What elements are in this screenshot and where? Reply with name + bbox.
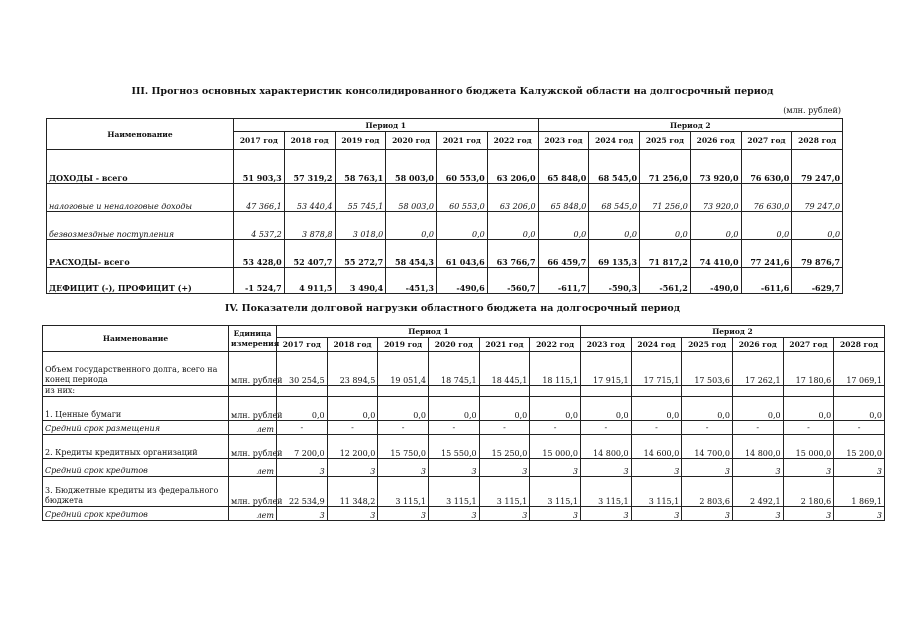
year-header: 2019 год — [335, 132, 386, 150]
cell-value: 3 115,1 — [428, 477, 479, 507]
cell-value: - — [682, 421, 733, 435]
cell-value: 0,0 — [277, 397, 328, 421]
cell-value: 17 262,1 — [732, 352, 783, 386]
cell-value: - — [834, 421, 885, 435]
cell-value: 63 206,0 — [487, 184, 538, 212]
row-unit: млн. рублей — [229, 397, 277, 421]
cell-value: 3 115,1 — [631, 477, 682, 507]
cell-value: - — [378, 421, 429, 435]
cell-value: 2 803,6 — [682, 477, 733, 507]
cell-value: 47 366,1 — [234, 184, 285, 212]
cell-value: - — [732, 421, 783, 435]
row-label: РАСХОДЫ- всего — [47, 240, 234, 268]
cell-value: 2 492,1 — [732, 477, 783, 507]
year-header: 2017 год — [277, 338, 328, 352]
cell-value: 3 — [783, 459, 834, 477]
cell-value: 3 — [428, 459, 479, 477]
cell-value: 60 553,0 — [437, 150, 488, 184]
cell-value: 11 348,2 — [327, 477, 378, 507]
cell-value: 3 115,1 — [479, 477, 530, 507]
cell-value: 58 454,3 — [386, 240, 437, 268]
column-header-period1: Период 1 — [277, 326, 581, 338]
year-header: 2021 год — [479, 338, 530, 352]
cell-value: 68 545,0 — [589, 150, 640, 184]
cell-value: 3 — [378, 459, 429, 477]
table-row — [43, 421, 885, 435]
cell-value: - — [631, 421, 682, 435]
cell-value: 3 115,1 — [580, 477, 631, 507]
cell-value: - — [580, 421, 631, 435]
cell-value: 79 876,7 — [792, 240, 843, 268]
year-header: 2023 год — [580, 338, 631, 352]
cell-value: 0,0 — [783, 397, 834, 421]
cell-value: 3 — [580, 507, 631, 521]
table-row — [47, 184, 843, 212]
cell-value — [732, 386, 783, 397]
row-label: из них: — [43, 386, 229, 397]
column-header-period2: Период 2 — [580, 326, 884, 338]
cell-value: 76 630,0 — [741, 184, 792, 212]
cell-value: 3 — [834, 459, 885, 477]
cell-value: 3 115,1 — [530, 477, 581, 507]
cell-value: 17 915,1 — [580, 352, 631, 386]
row-unit: лет — [229, 421, 277, 435]
column-header-name: Наименование — [47, 119, 234, 150]
cell-value: 58 763,1 — [335, 150, 386, 184]
cell-value: 3 — [327, 507, 378, 521]
cell-value: 22 534,9 — [277, 477, 328, 507]
cell-value: 30 254,5 — [277, 352, 328, 386]
cell-value: -451,3 — [386, 268, 437, 294]
cell-value: 63 206,0 — [487, 150, 538, 184]
section-title-4: IV. Показатели долговой нагрузки областного бюджета на долгосрочный период — [224, 303, 681, 314]
cell-value: 60 553,0 — [437, 184, 488, 212]
column-header-period1: Период 1 — [234, 119, 539, 132]
year-header: 2027 год — [741, 132, 792, 150]
row-label: 1. Ценные бумаги — [43, 397, 229, 421]
row-label: Средний срок кредитов — [43, 459, 229, 477]
cell-value: 3 — [732, 507, 783, 521]
cell-value: 0,0 — [538, 212, 589, 240]
cell-value: 15 000,0 — [530, 435, 581, 459]
cell-value — [834, 386, 885, 397]
cell-value: 3 — [530, 459, 581, 477]
cell-value: 53 440,4 — [284, 184, 335, 212]
cell-value: 3 018,0 — [335, 212, 386, 240]
cell-value: 15 200,0 — [834, 435, 885, 459]
year-header: 2022 год — [530, 338, 581, 352]
cell-value: 2 180,6 — [783, 477, 834, 507]
cell-value: 0,0 — [690, 212, 741, 240]
section-title-3: III. Прогноз основных характеристик консолидированного бюджета Калужской области на долгосрочный период — [131, 86, 774, 97]
cell-value: - — [479, 421, 530, 435]
row-unit — [229, 386, 277, 397]
column-header-name: Наименование — [43, 326, 229, 352]
year-header: 2026 год — [690, 132, 741, 150]
cell-value: 0,0 — [732, 397, 783, 421]
row-label: Средний срок кредитов — [43, 507, 229, 521]
cell-value: 17 503,6 — [682, 352, 733, 386]
row-label: безвозмездные поступления — [47, 212, 234, 240]
cell-value: 0,0 — [631, 397, 682, 421]
cell-value: 3 — [428, 507, 479, 521]
cell-value: 58 003,0 — [386, 150, 437, 184]
cell-value: 58 003,0 — [386, 184, 437, 212]
cell-value: 0,0 — [378, 397, 429, 421]
row-unit: лет — [229, 459, 277, 477]
cell-value: -629,7 — [792, 268, 843, 294]
cell-value: 18 445,1 — [479, 352, 530, 386]
row-label: ДОХОДЫ - всего — [47, 150, 234, 184]
cell-value — [277, 386, 328, 397]
cell-value: 68 545,0 — [589, 184, 640, 212]
cell-value: 69 135,3 — [589, 240, 640, 268]
cell-value: 0,0 — [327, 397, 378, 421]
row-label: ДЕФИЦИТ (-), ПРОФИЦИТ (+) — [47, 268, 234, 294]
year-header: 2017 год — [234, 132, 285, 150]
cell-value: 73 920,0 — [690, 150, 741, 184]
cell-value — [378, 386, 429, 397]
cell-value: 3 878,8 — [284, 212, 335, 240]
cell-value: 71 817,2 — [640, 240, 691, 268]
year-header: 2026 год — [732, 338, 783, 352]
cell-value: 0,0 — [640, 212, 691, 240]
cell-value: 18 745,1 — [428, 352, 479, 386]
cell-value: 3 — [732, 459, 783, 477]
cell-value: - — [783, 421, 834, 435]
row-label: 2. Кредиты кредитных организаций — [43, 435, 229, 459]
cell-value: 3 — [530, 507, 581, 521]
table-row — [43, 459, 885, 477]
cell-value: 0,0 — [437, 212, 488, 240]
budget-forecast-table — [46, 118, 843, 294]
cell-value: 4 537,2 — [234, 212, 285, 240]
table-row — [43, 435, 885, 459]
year-header: 2024 год — [589, 132, 640, 150]
cell-value: 61 043,6 — [437, 240, 488, 268]
cell-value: 65 848,0 — [538, 150, 589, 184]
cell-value: - — [277, 421, 328, 435]
cell-value: 17 069,1 — [834, 352, 885, 386]
cell-value: 3 — [682, 459, 733, 477]
cell-value — [479, 386, 530, 397]
cell-value: 15 750,0 — [378, 435, 429, 459]
cell-value: 79 247,0 — [792, 150, 843, 184]
cell-value: -561,2 — [640, 268, 691, 294]
units-label: (млн. рублей) — [783, 106, 841, 115]
row-unit: млн. рублей — [229, 352, 277, 386]
row-label: Средний срок размещения — [43, 421, 229, 435]
column-header-period2: Период 2 — [538, 119, 843, 132]
year-header: 2020 год — [386, 132, 437, 150]
cell-value: 0,0 — [386, 212, 437, 240]
cell-value: 0,0 — [580, 397, 631, 421]
cell-value: 66 459,7 — [538, 240, 589, 268]
cell-value: 74 410,0 — [690, 240, 741, 268]
cell-value — [783, 386, 834, 397]
cell-value: -611,6 — [741, 268, 792, 294]
table-row — [47, 268, 843, 294]
cell-value: -490,0 — [690, 268, 741, 294]
table-row — [43, 507, 885, 521]
cell-value: 0,0 — [589, 212, 640, 240]
cell-value: 0,0 — [682, 397, 733, 421]
cell-value: 19 051,4 — [378, 352, 429, 386]
cell-value: 55 745,1 — [335, 184, 386, 212]
cell-value: 7 200,0 — [277, 435, 328, 459]
row-label: 3. Бюджетные кредиты из федерального бюджета — [43, 477, 229, 507]
cell-value: 55 272,7 — [335, 240, 386, 268]
year-header: 2018 год — [284, 132, 335, 150]
cell-value — [682, 386, 733, 397]
cell-value: 71 256,0 — [640, 150, 691, 184]
cell-value: -611,7 — [538, 268, 589, 294]
table-row — [43, 386, 885, 397]
cell-value: 71 256,0 — [640, 184, 691, 212]
cell-value: 73 920,0 — [690, 184, 741, 212]
year-header: 2024 год — [631, 338, 682, 352]
cell-value: 76 630,0 — [741, 150, 792, 184]
cell-value: 14 800,0 — [732, 435, 783, 459]
cell-value: 15 250,0 — [479, 435, 530, 459]
table-row — [47, 240, 843, 268]
cell-value: 12 200,0 — [327, 435, 378, 459]
cell-value: - — [327, 421, 378, 435]
cell-value: 15 000,0 — [783, 435, 834, 459]
cell-value: 14 600,0 — [631, 435, 682, 459]
cell-value: 3 — [834, 507, 885, 521]
cell-value: 18 115,1 — [530, 352, 581, 386]
cell-value: 3 — [479, 459, 530, 477]
row-unit: млн. рублей — [229, 435, 277, 459]
table-row — [43, 352, 885, 386]
row-unit: млн. рублей — [229, 477, 277, 507]
cell-value: 17 715,1 — [631, 352, 682, 386]
year-header: 2025 год — [682, 338, 733, 352]
row-label: Объем государственного долга, всего на конец периода — [43, 352, 229, 386]
cell-value: 3 — [580, 459, 631, 477]
cell-value: 3 490,4 — [335, 268, 386, 294]
cell-value: 0,0 — [428, 397, 479, 421]
table-row — [47, 212, 843, 240]
cell-value — [428, 386, 479, 397]
cell-value: 3 — [631, 507, 682, 521]
cell-value: 1 869,1 — [834, 477, 885, 507]
row-unit: лет — [229, 507, 277, 521]
cell-value: -1 524,7 — [234, 268, 285, 294]
cell-value: 14 700,0 — [682, 435, 733, 459]
cell-value: -560,7 — [487, 268, 538, 294]
cell-value: 0,0 — [792, 212, 843, 240]
cell-value: 23 894,5 — [327, 352, 378, 386]
cell-value: 53 428,0 — [234, 240, 285, 268]
column-header-unit: Единица измерения — [229, 326, 277, 352]
cell-value: 3 — [783, 507, 834, 521]
cell-value: 0,0 — [834, 397, 885, 421]
cell-value: 3 115,1 — [378, 477, 429, 507]
table-row — [43, 477, 885, 507]
cell-value: 0,0 — [479, 397, 530, 421]
cell-value — [327, 386, 378, 397]
year-header: 2028 год — [792, 132, 843, 150]
table-row — [47, 150, 843, 184]
cell-value: 63 766,7 — [487, 240, 538, 268]
cell-value — [530, 386, 581, 397]
cell-value: 4 911,5 — [284, 268, 335, 294]
cell-value: 57 319,2 — [284, 150, 335, 184]
cell-value: 3 — [682, 507, 733, 521]
cell-value: 17 180,6 — [783, 352, 834, 386]
cell-value: 0,0 — [741, 212, 792, 240]
year-header: 2028 год — [834, 338, 885, 352]
cell-value: 77 241,6 — [741, 240, 792, 268]
cell-value: 3 — [479, 507, 530, 521]
cell-value: 0,0 — [530, 397, 581, 421]
cell-value: 65 848,0 — [538, 184, 589, 212]
cell-value: -490,6 — [437, 268, 488, 294]
year-header: 2025 год — [640, 132, 691, 150]
cell-value: 3 — [378, 507, 429, 521]
cell-value: - — [428, 421, 479, 435]
year-header: 2022 год — [487, 132, 538, 150]
cell-value: 0,0 — [487, 212, 538, 240]
year-header: 2020 год — [428, 338, 479, 352]
cell-value: 3 — [277, 459, 328, 477]
cell-value: 3 — [631, 459, 682, 477]
year-header: 2019 год — [378, 338, 429, 352]
year-header: 2018 год — [327, 338, 378, 352]
cell-value: - — [530, 421, 581, 435]
year-header: 2023 год — [538, 132, 589, 150]
cell-value — [631, 386, 682, 397]
cell-value: 51 903,3 — [234, 150, 285, 184]
row-label: налоговые и неналоговые доходы — [47, 184, 234, 212]
cell-value: 3 — [327, 459, 378, 477]
cell-value: -590,3 — [589, 268, 640, 294]
cell-value: 3 — [277, 507, 328, 521]
table-row — [43, 397, 885, 421]
debt-load-table — [42, 325, 885, 521]
cell-value: 14 800,0 — [580, 435, 631, 459]
year-header: 2027 год — [783, 338, 834, 352]
cell-value: 15 550,0 — [428, 435, 479, 459]
year-header: 2021 год — [437, 132, 488, 150]
cell-value: 79 247,0 — [792, 184, 843, 212]
cell-value: 52 407,7 — [284, 240, 335, 268]
cell-value — [580, 386, 631, 397]
